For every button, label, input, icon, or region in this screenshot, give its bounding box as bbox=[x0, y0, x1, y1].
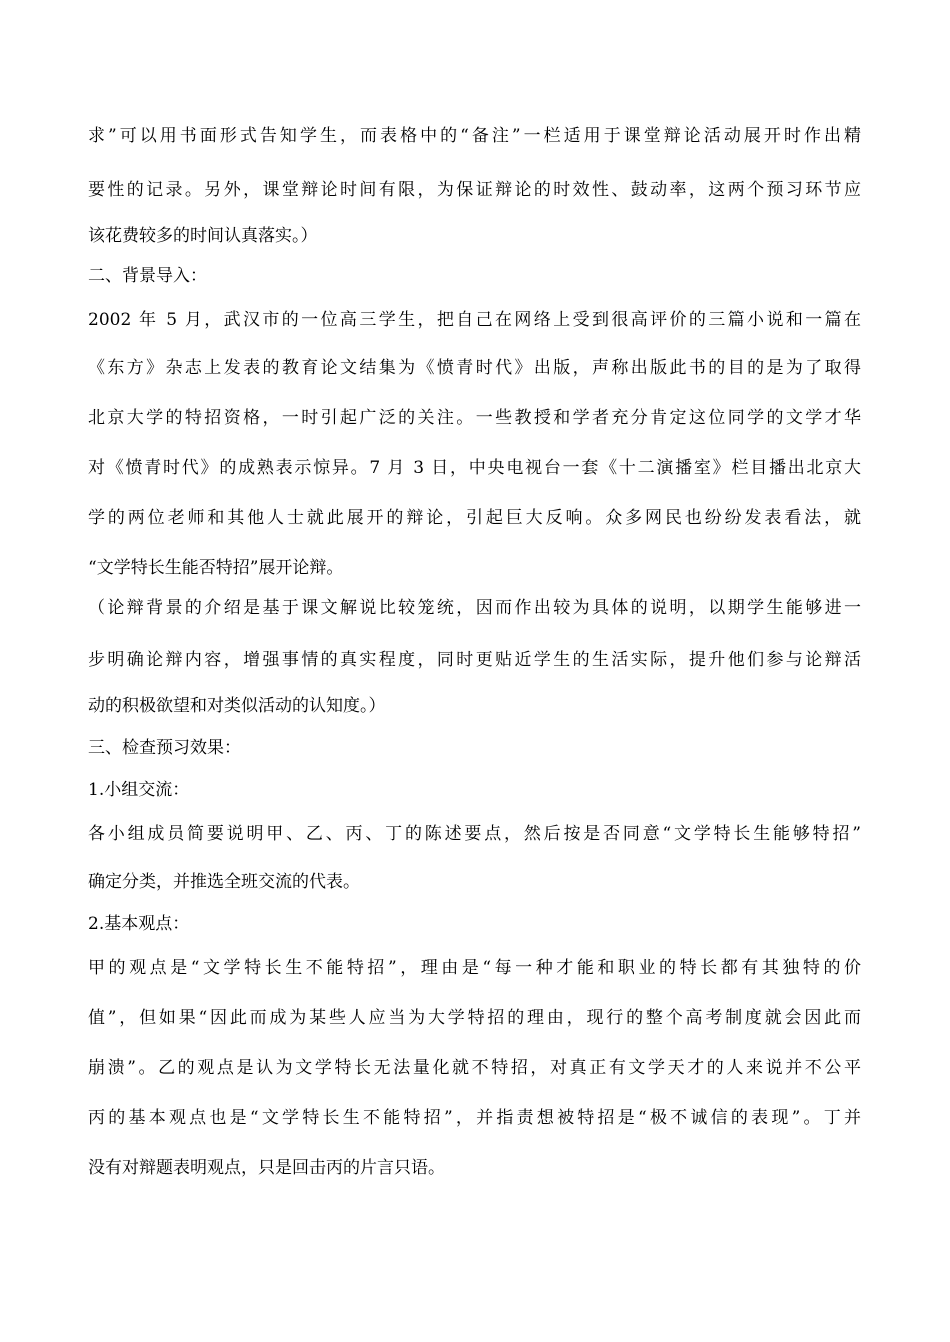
text-line-23: 没有对辩题表明观点，只是回击丙的片言只语。 bbox=[88, 1158, 445, 1178]
text-line-8: 对《愤青时代》的成熟表示惊异。7 月 3 日，中央电视台一套《十二演播室》栏目播出北京大 bbox=[88, 458, 861, 478]
text-line-5: 2002 年 5 月，武汉市的一位高三学生，把自己在网络上受到很高评价的三篇小说和一篇在 bbox=[88, 310, 861, 330]
text-line-17: 确定分类，并推选全班交流的代表。 bbox=[88, 872, 360, 892]
section-heading-background: 二、背景导入： bbox=[88, 266, 207, 286]
text-line-10: “文学特长生能否特招”展开论辩。 bbox=[88, 558, 344, 578]
text-line-2: 要性的记录。另外，课堂辩论时间有限，为保证辩论的时效性、鼓动率，这两个预习环节应 bbox=[88, 180, 861, 200]
text-line-21: 崩溃”。乙的观点是认为文学特长无法量化就不特招，对真正有文学天才的人来说并不公平 bbox=[88, 1058, 861, 1078]
text-line-11: （论辩背景的介绍是基于课文解说比较笼统，因而作出较为具体的说明，以期学生能够进一 bbox=[88, 598, 861, 618]
text-line-13: 动的积极欲望和对类似活动的认知度。） bbox=[88, 696, 386, 716]
subheading-basic-views: 2.基本观点： bbox=[88, 914, 190, 934]
text-line-3: 该花费较多的时间认真落实。） bbox=[88, 226, 318, 246]
section-heading-preview-check: 三、检查预习效果： bbox=[88, 738, 241, 758]
text-line-6: 《东方》杂志上发表的教育论文结集为《愤青时代》出版，声称出版此书的目的是为了取得 bbox=[88, 358, 861, 378]
text-line-7: 北京大学的特招资格，一时引起广泛的关注。一些教授和学者充分肯定这位同学的文学才华 bbox=[88, 408, 861, 428]
subheading-group-exchange: 1.小组交流： bbox=[88, 780, 190, 800]
text-line-20: 值”，但如果“因此而成为某些人应当为大学特招的理由，现行的整个高考制度就会因此而 bbox=[88, 1008, 861, 1028]
text-line-12: 步明确论辩内容，增强事情的真实程度，同时更贴近学生的生活实际，提升他们参与论辩活 bbox=[88, 650, 861, 670]
text-line-1: 求”可以用书面形式告知学生，而表格中的“备注”一栏适用于课堂辩论活动展开时作出精 bbox=[88, 126, 861, 146]
text-line-9: 学的两位老师和其他人士就此展开的辩论，引起巨大反响。众多网民也纷纷发表看法，就 bbox=[88, 508, 861, 528]
text-line-22: 丙的基本观点也是“文学特长生不能特招”，并指责想被特招是“极不诚信的表现”。丁并 bbox=[88, 1108, 861, 1128]
text-line-19: 甲的观点是“文学特长生不能特招”，理由是“每一种才能和职业的特长都有其独特的价 bbox=[88, 958, 861, 978]
text-line-16: 各小组成员简要说明甲、乙、丙、丁的陈述要点，然后按是否同意“文学特长生能够特招” bbox=[88, 824, 861, 844]
